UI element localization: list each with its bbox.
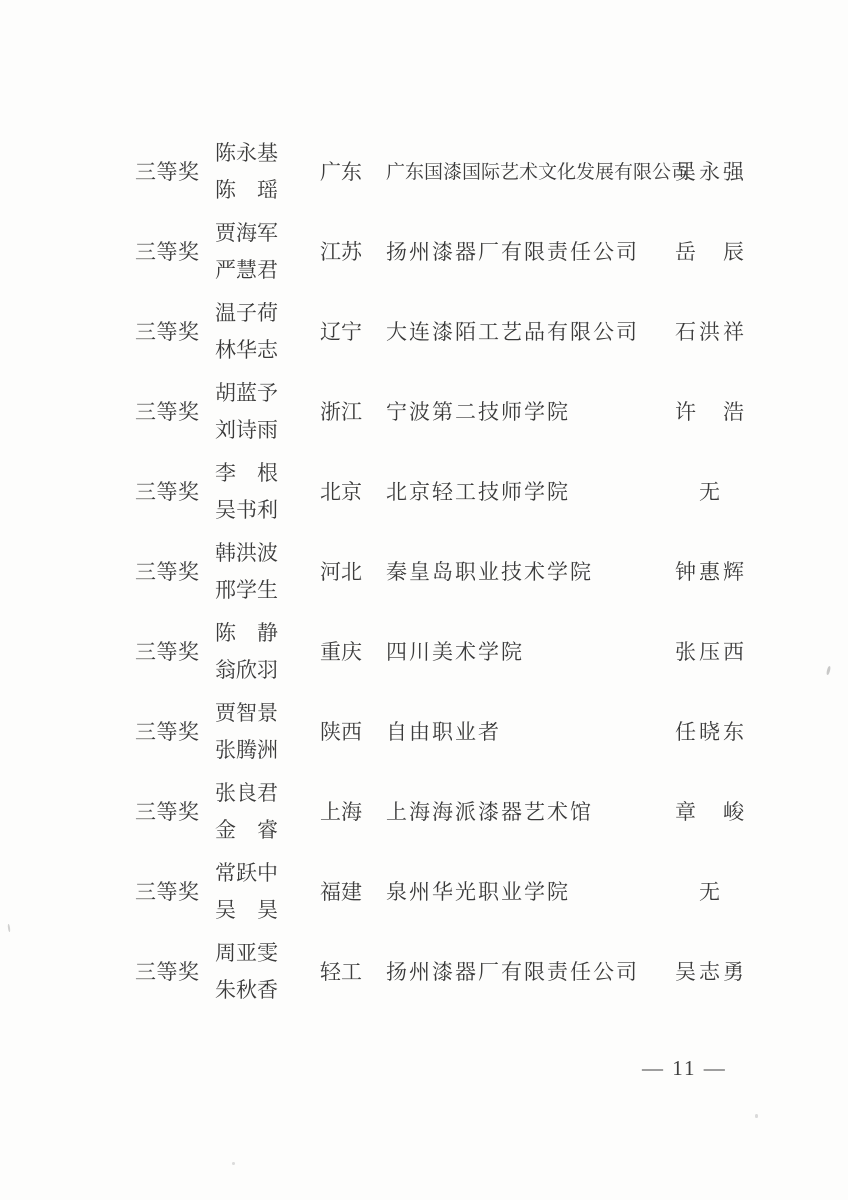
award-cell: 三等奖 (135, 879, 200, 904)
organization-cell: 北京轻工技师学院 (386, 479, 570, 504)
instructor-cell: 钟惠辉 (675, 559, 747, 584)
award-cell: 三等奖 (135, 319, 200, 344)
winner-name: 吴 昊 (215, 898, 278, 922)
winner-name: 朱秋香 (215, 978, 278, 1002)
award-cell: 三等奖 (135, 239, 200, 264)
instructor-cell: 吴志勇 (675, 959, 747, 984)
instructor-cell: 张压西 (675, 639, 747, 664)
award-table (0, 132, 848, 1012)
award-cell: 三等奖 (135, 719, 200, 744)
province-cell: 轻工 (320, 959, 362, 984)
organization-cell: 四川美术学院 (386, 639, 524, 664)
instructor-cell: 吴永强 (675, 159, 747, 184)
province-cell: 陕西 (320, 719, 362, 744)
table-row (0, 452, 848, 532)
winner-name: 邢学生 (215, 578, 278, 602)
winner-name: 胡蓝予 (215, 381, 278, 405)
winner-name: 贾海军 (215, 221, 278, 245)
award-cell: 三等奖 (135, 399, 200, 424)
winner-name: 温子荷 (215, 301, 278, 325)
table-row (0, 852, 848, 932)
organization-cell: 扬州漆器厂有限责任公司 (386, 959, 639, 984)
organization-cell: 泉州华光职业学院 (386, 879, 570, 904)
province-cell: 广东 (320, 159, 362, 184)
winner-name: 金 睿 (215, 818, 278, 842)
winners-cell (215, 855, 285, 929)
instructor-cell: 任晓东 (675, 719, 747, 744)
organization-cell: 上海海派漆器艺术馆 (386, 799, 593, 824)
instructor-cell: 无 (699, 479, 723, 504)
page-number: — 11 — (642, 1056, 727, 1080)
winners-cell (215, 295, 285, 369)
instructor-cell: 石洪祥 (675, 319, 747, 344)
instructor-cell: 许 浩 (675, 399, 747, 424)
winners-cell (215, 695, 285, 769)
winner-name: 吴书利 (215, 498, 278, 522)
winners-cell (215, 135, 285, 209)
organization-cell: 秦皇岛职业技术学院 (386, 559, 593, 584)
winner-name: 陈 静 (215, 621, 278, 645)
province-cell: 上海 (320, 799, 362, 824)
award-cell: 三等奖 (135, 159, 200, 184)
organization-cell: 扬州漆器厂有限责任公司 (386, 239, 639, 264)
winners-cell (215, 215, 285, 289)
winners-cell (215, 775, 285, 849)
winners-cell (215, 455, 285, 529)
winners-cell (215, 375, 285, 449)
organization-cell: 大连漆陌工艺品有限公司 (386, 319, 639, 344)
province-cell: 重庆 (320, 639, 362, 664)
table-row (0, 772, 848, 852)
award-cell: 三等奖 (135, 799, 200, 824)
province-cell: 辽宁 (320, 319, 362, 344)
winner-name: 陈永基 (215, 141, 278, 165)
province-cell: 江苏 (320, 239, 362, 264)
winner-name: 林华志 (215, 338, 278, 362)
award-cell: 三等奖 (135, 559, 200, 584)
province-cell: 福建 (320, 879, 362, 904)
table-row (0, 212, 848, 292)
winner-name: 严慧君 (215, 258, 278, 282)
table-row (0, 532, 848, 612)
organization-cell: 宁波第二技师学院 (386, 399, 570, 424)
winners-cell (215, 535, 285, 609)
winners-cell (215, 615, 285, 689)
organization-cell: 自由职业者 (386, 719, 501, 744)
winner-name: 翁欣羽 (215, 658, 278, 682)
winner-name: 张良君 (215, 781, 278, 805)
province-cell: 北京 (320, 479, 362, 504)
scan-artifact (232, 1162, 235, 1165)
instructor-cell: 无 (699, 879, 723, 904)
winner-name: 李 根 (215, 461, 278, 485)
award-cell: 三等奖 (135, 639, 200, 664)
province-cell: 浙江 (320, 399, 362, 424)
award-cell: 三等奖 (135, 479, 200, 504)
instructor-cell: 岳 辰 (675, 239, 747, 264)
table-row (0, 612, 848, 692)
table-row (0, 372, 848, 452)
scan-artifact (755, 1114, 758, 1118)
table-row (0, 932, 848, 1012)
instructor-cell: 章 峻 (675, 799, 747, 824)
winner-name: 张腾洲 (215, 738, 278, 762)
province-cell: 河北 (320, 559, 362, 584)
winner-name: 陈 瑶 (215, 178, 278, 202)
table-row (0, 692, 848, 772)
winners-cell (215, 935, 285, 1009)
winner-name: 常跃中 (215, 861, 278, 885)
table-row (0, 132, 848, 212)
award-cell: 三等奖 (135, 959, 200, 984)
winner-name: 贾智景 (215, 701, 278, 725)
winner-name: 周亚雯 (215, 941, 278, 965)
winner-name: 韩洪波 (215, 541, 278, 565)
winner-name: 刘诗雨 (215, 418, 278, 442)
organization-cell: 广东国漆国际艺术文化发展有限公司 (386, 161, 691, 183)
table-row (0, 292, 848, 372)
